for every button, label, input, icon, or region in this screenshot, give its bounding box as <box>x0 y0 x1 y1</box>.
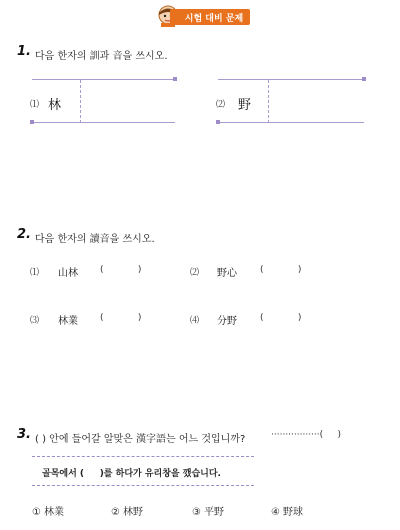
q2-item4-num: ⑷ <box>190 316 200 326</box>
q2-item3-word: 林業 <box>58 316 78 327</box>
q2-item1-word: 山林 <box>58 268 78 279</box>
q1-item1-top-line <box>32 79 175 80</box>
choice-word: 野球 <box>282 507 303 518</box>
choice-word: 林野 <box>122 507 143 518</box>
q2-item1-blank[interactable]: ( ) <box>100 265 142 275</box>
choice-number: ③ <box>192 507 201 518</box>
q1-item2-top-line <box>218 79 364 80</box>
q2-item3-num: ⑶ <box>30 316 40 326</box>
q3-choice-4[interactable] <box>271 503 303 518</box>
q1-item1-num: ⑴ <box>30 100 40 110</box>
q1-item1-char: 林 <box>48 98 62 113</box>
section-header <box>156 6 250 26</box>
q2-item4-word: 分野 <box>217 316 237 327</box>
choice-word: 林業 <box>43 507 64 518</box>
q2-prompt: 다음 한자의 讀音을 쓰시오. <box>35 234 155 245</box>
q1-number: 1. <box>17 44 31 59</box>
q1-item2-divider <box>268 80 269 123</box>
q1-prompt: 다음 한자의 訓과 音을 쓰시오. <box>35 51 168 62</box>
q3-choice-1[interactable] <box>32 503 64 518</box>
q3-number: 3. <box>17 427 31 442</box>
q3-answer-blank[interactable]: ·················( ) <box>271 430 341 440</box>
choice-word: 平野 <box>203 507 224 518</box>
q2-item2-word: 野心 <box>217 268 237 279</box>
header-title: 시험 대비 문제 <box>170 9 250 25</box>
q3-prompt: ( ) 안에 들어갈 알맞은 漢字語는 어느 것입니까? <box>35 434 246 445</box>
q1-item1-divider <box>80 80 81 123</box>
q1-item2-top-dot <box>362 77 366 81</box>
q2-number: 2. <box>17 227 31 242</box>
q2-item2-blank[interactable]: ( ) <box>260 265 302 275</box>
q2-item2-num: ⑵ <box>190 268 200 278</box>
q2-item4-blank[interactable]: ( ) <box>260 313 302 323</box>
q1-item2-bottom-dot <box>216 120 220 124</box>
choice-number: ① <box>32 507 41 518</box>
q1-item2-char: 野 <box>238 98 252 113</box>
q1-item2-bottom-line <box>218 122 364 123</box>
q3-choice-3[interactable] <box>192 503 224 518</box>
q2-item1-num: ⑴ <box>30 268 40 278</box>
q3-choice-2[interactable] <box>111 503 143 518</box>
q3-sentence: 골목에서 ( )를 하다가 유리창을 깼습니다. <box>42 469 221 479</box>
q1-item2-num: ⑵ <box>216 100 226 110</box>
q2-item3-blank[interactable]: ( ) <box>100 313 142 323</box>
q1-item1-bottom-line <box>32 122 175 123</box>
choice-number: ④ <box>271 507 280 518</box>
choice-number: ② <box>111 507 120 518</box>
q3-sentence-bottom-border <box>32 485 254 486</box>
q1-item1-top-dot <box>173 77 177 81</box>
q1-item1-bottom-dot <box>30 120 34 124</box>
q3-sentence-top-border <box>32 456 254 457</box>
